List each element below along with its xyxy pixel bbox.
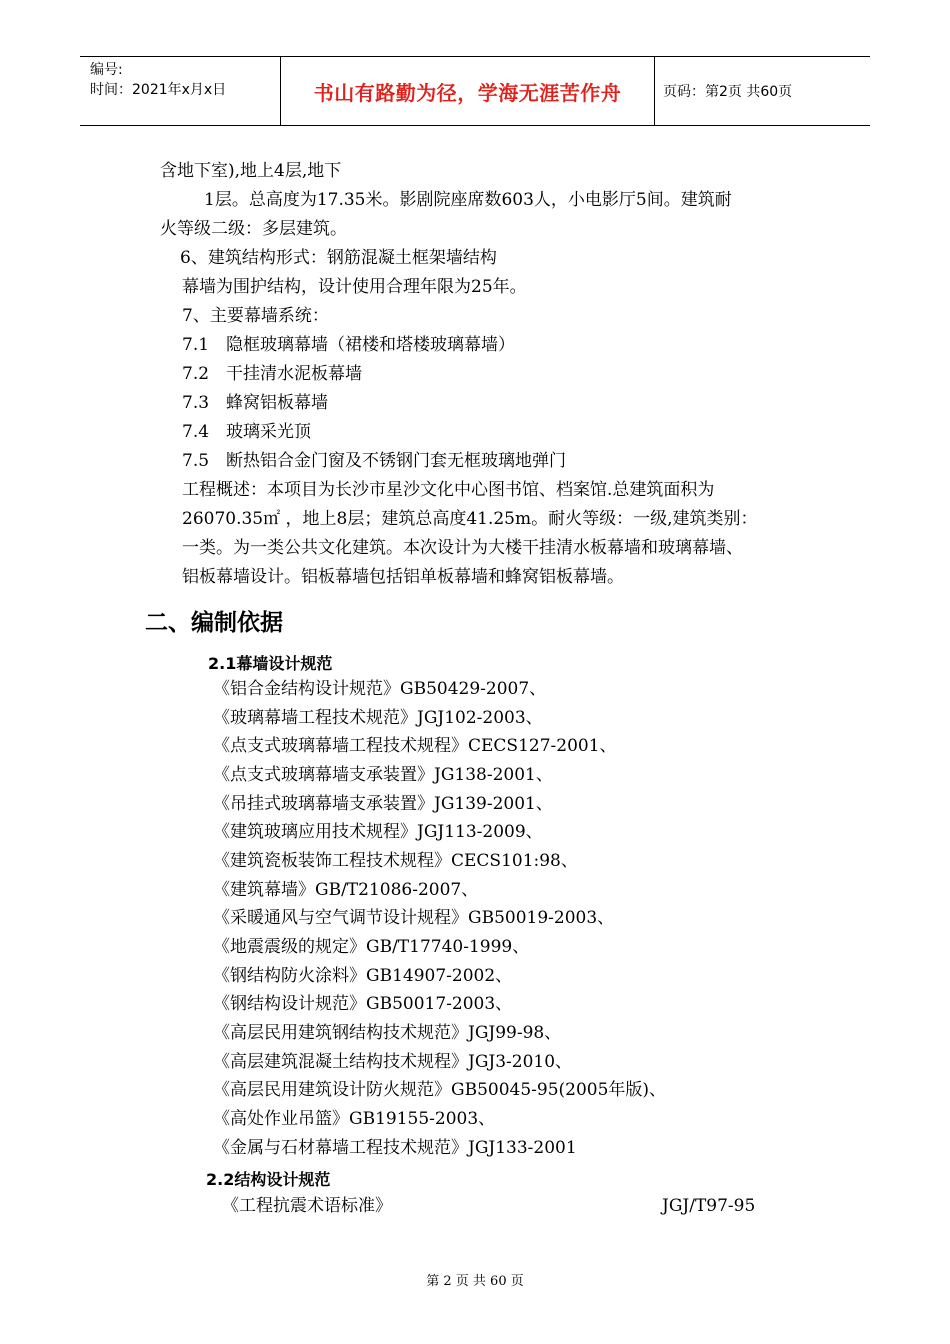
reference-item: 《金属与石材幕墙工程技术规范》JGJ133-2001	[213, 1138, 577, 1158]
body-line: 火等级二级：多层建筑。	[160, 219, 347, 239]
reference-item: 《玻璃幕墙工程技术规范》JGJ102-2003、	[213, 708, 543, 728]
reference-item: 《钢结构设计规范》GB50017-2003、	[213, 994, 513, 1014]
body-line: 7.4 玻璃采光顶	[182, 422, 312, 442]
reference-item: 《铝合金结构设计规范》GB50429-2007、	[213, 679, 547, 699]
body-line: 7.5 断热铝合金门窗及不锈钢门套无框玻璃地弹门	[182, 451, 567, 471]
reference-item: 《建筑玻璃应用技术规程》JGJ113-2009、	[213, 822, 543, 842]
subsection-heading: 2.2结构设计规范	[206, 1170, 331, 1189]
body-line: 7.3 蜂窝铝板幕墙	[182, 393, 329, 413]
body-line: 7.1 隐框玻璃幕墙（裙楼和塔楼玻璃幕墙）	[182, 335, 516, 355]
body-line: 1层。总高度为17.35米。影剧院座席数603人，小电影厅5间。建筑耐	[204, 190, 732, 210]
reference-item: 《高层建筑混凝土结构技术规程》JGJ3-2010、	[213, 1052, 573, 1072]
body-line: 6、建筑结构形式：钢筋混凝土框架墙结构	[180, 248, 497, 268]
reference-item: 《高层民用建筑设计防火规范》GB50045-95(2005年版)、	[213, 1080, 667, 1100]
reference-item: 《采暖通风与空气调节设计规程》GB50019-2003、	[213, 908, 615, 928]
body-line: 7.2 干挂清水泥板幕墙	[182, 364, 363, 384]
body-line: 铝板幕墙设计。铝板幕墙包括铝单板幕墙和蜂窝铝板幕墙。	[182, 567, 624, 587]
reference-item: 《高处作业吊篮》GB19155-2003、	[213, 1109, 496, 1129]
body-line: 26070.35㎡ ，地上8层；建筑总高度41.25m。耐火等级：一级,建筑类别：	[182, 509, 758, 529]
reference-item: 《钢结构防火涂料》GB14907-2002、	[213, 966, 513, 986]
body-line: 幕墙为围护结构，设计使用合理年限为25年。	[182, 277, 527, 297]
reference-item: 《建筑幕墙》GB/T21086-2007、	[213, 880, 479, 900]
reference-item: 《吊挂式玻璃幕墙支承装置》JG139-2001、	[213, 794, 553, 814]
document-date: 时间：2021年x月x日	[90, 82, 227, 98]
document-number-label: 编号:	[90, 62, 123, 78]
reference-item: 《地震震级的规定》GB/T17740-1999、	[213, 937, 530, 957]
header-meta	[80, 57, 281, 125]
body-line: 一类。为一类公共文化建筑。本次设计为大楼干挂清水板幕墙和玻璃幕墙、	[182, 538, 743, 558]
reference-item: 《点支式玻璃幕墙支承装置》JG138-2001、	[213, 765, 553, 785]
subsection-heading: 2.1幕墙设计规范	[208, 654, 333, 673]
header-page-info: 页码：第2页 共60页	[663, 84, 793, 100]
page-footer: 第 2 页 共 60 页	[426, 1274, 524, 1289]
reference-item: 《点支式玻璃幕墙工程技术规程》CECS127-2001、	[213, 736, 617, 756]
reference-item-name: 《工程抗震术语标准》	[222, 1196, 392, 1216]
reference-item: 《高层民用建筑钢结构技术规范》JGJ99-98、	[213, 1023, 562, 1043]
section-heading: 二、编制依据	[145, 610, 283, 636]
reference-item-code: JGJ/T97-95	[662, 1196, 756, 1216]
body-line: 7、主要幕墙系统：	[182, 306, 329, 326]
header-motto: 书山有路勤为径，学海无涯苦作舟	[281, 57, 655, 125]
body-line: 含地下室),地上4层,地下	[160, 161, 342, 181]
body-line: 工程概述：本项目为长沙市星沙文化中心图书馆、档案馆.总建筑面积为	[182, 480, 715, 500]
page-header	[80, 56, 870, 126]
reference-item: 《建筑瓷板装饰工程技术规程》CECS101:98、	[213, 851, 578, 871]
